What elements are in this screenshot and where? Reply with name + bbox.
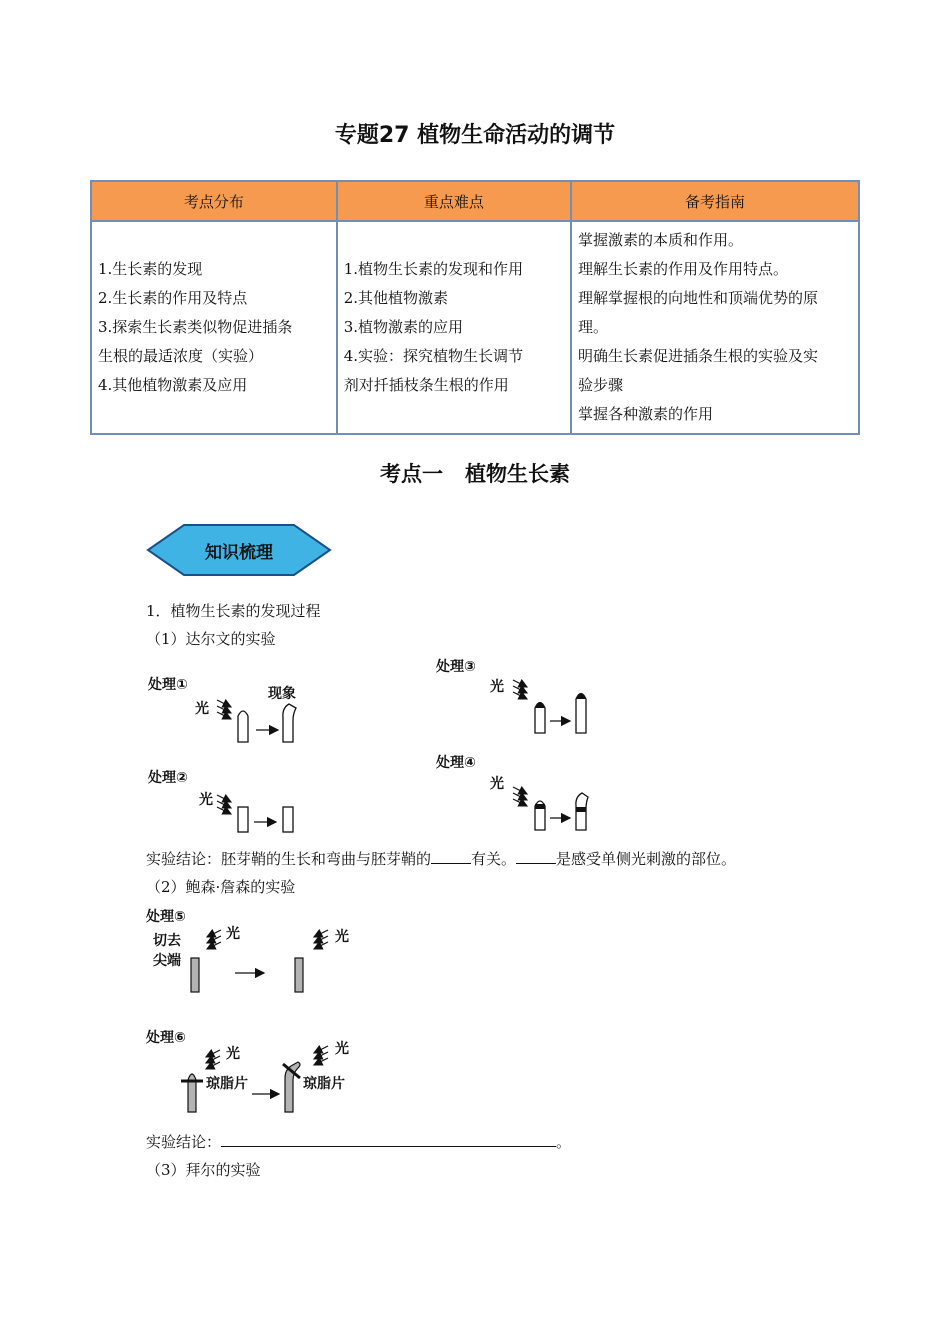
- list-item: 2.生长素的作用及特点: [98, 289, 248, 307]
- list-item: 3.探索生长素类似物促进插条: [98, 318, 293, 336]
- header-exam-points: 考点分布: [91, 181, 337, 221]
- knowledge-badge-label: 知识梳理: [205, 543, 273, 563]
- answer-blank: [221, 1132, 556, 1147]
- agar-label: 琼脂片: [206, 1076, 248, 1092]
- list-item: 4.实验：探究植物生长调节: [343, 347, 524, 365]
- list-item: 理。: [577, 318, 608, 336]
- treatment-1-figure: [217, 700, 296, 742]
- treatment-3-figure: [513, 680, 586, 733]
- list-item: 掌握各种激素的作用: [577, 405, 713, 423]
- conclusion-darwin: 实验结论：胚芽鞘的生长和弯曲与胚芽鞘的 有关。 是感受单侧光刺激的部位。: [146, 850, 737, 868]
- light-label: 光: [195, 701, 209, 717]
- light-label: 光: [199, 792, 213, 808]
- phenomenon-label: 现象: [268, 686, 296, 702]
- treatment-4-figure: [513, 787, 588, 830]
- subheading-darwin: （1）达尔文的实验: [146, 630, 276, 648]
- subheading-boysen-jensen: （2）鲍森·詹森的实验: [146, 878, 296, 896]
- light-label: 光: [490, 776, 504, 792]
- conclusion-boysen-jensen: 实验结论： 。: [146, 1133, 572, 1151]
- light-label: 光: [226, 926, 240, 942]
- section-prefix: 考点一: [380, 462, 443, 486]
- cut-tip-label-1: 切去: [153, 933, 181, 949]
- list-item: 验步骤: [577, 376, 623, 394]
- light-label: 光: [226, 1046, 240, 1062]
- list-item: 1.生长素的发现: [98, 260, 203, 278]
- list-item: 生根的最适浓度（实验）: [98, 347, 264, 365]
- header-study-guide: 备考指南: [571, 181, 859, 221]
- treatment-4-label: 处理④: [436, 755, 476, 771]
- list-item: 理解掌握根的向地性和顶端优势的原: [577, 289, 818, 307]
- item-heading: 1．植物生长素的发现过程: [146, 602, 321, 620]
- list-item: 3.植物激素的应用: [343, 318, 464, 336]
- subheading-paal: （3）拜尔的实验: [146, 1161, 261, 1179]
- page-title: 专题27 植物生命活动的调节: [334, 123, 616, 148]
- list-item: 理解生长素的作用及作用特点。: [577, 260, 788, 278]
- light-label: 光: [335, 1041, 349, 1057]
- treatment-6-label: 处理⑥: [146, 1030, 186, 1046]
- treatment-5-label: 处理⑤: [146, 909, 186, 925]
- list-item: 剂对扦插枝条生根的作用: [343, 376, 509, 394]
- list-item: 1.植物生长素的发现和作用: [343, 260, 524, 278]
- treatment-3-label: 处理③: [436, 659, 476, 675]
- treatment-2-label: 处理②: [148, 770, 188, 786]
- treatment-1-label: 处理①: [148, 677, 188, 693]
- cut-tip-label-2: 尖端: [153, 953, 181, 969]
- treatment-5-figure: [191, 930, 328, 992]
- light-label: 光: [490, 679, 504, 695]
- list-item: 掌握激素的本质和作用。: [577, 231, 743, 249]
- header-key-difficulties: 重点难点: [337, 181, 571, 221]
- light-label: 光: [335, 929, 349, 945]
- list-item: 明确生长素促进插条生根的实验及实: [577, 347, 818, 365]
- section-name: 植物生长素: [465, 462, 570, 486]
- treatment-2-figure: [217, 795, 293, 832]
- answer-blank: [431, 849, 471, 864]
- list-item: 2.其他植物激素: [343, 289, 449, 307]
- agar-label: 琼脂片: [303, 1076, 345, 1092]
- list-item: 4.其他植物激素及应用: [98, 376, 248, 394]
- answer-blank: [516, 849, 556, 864]
